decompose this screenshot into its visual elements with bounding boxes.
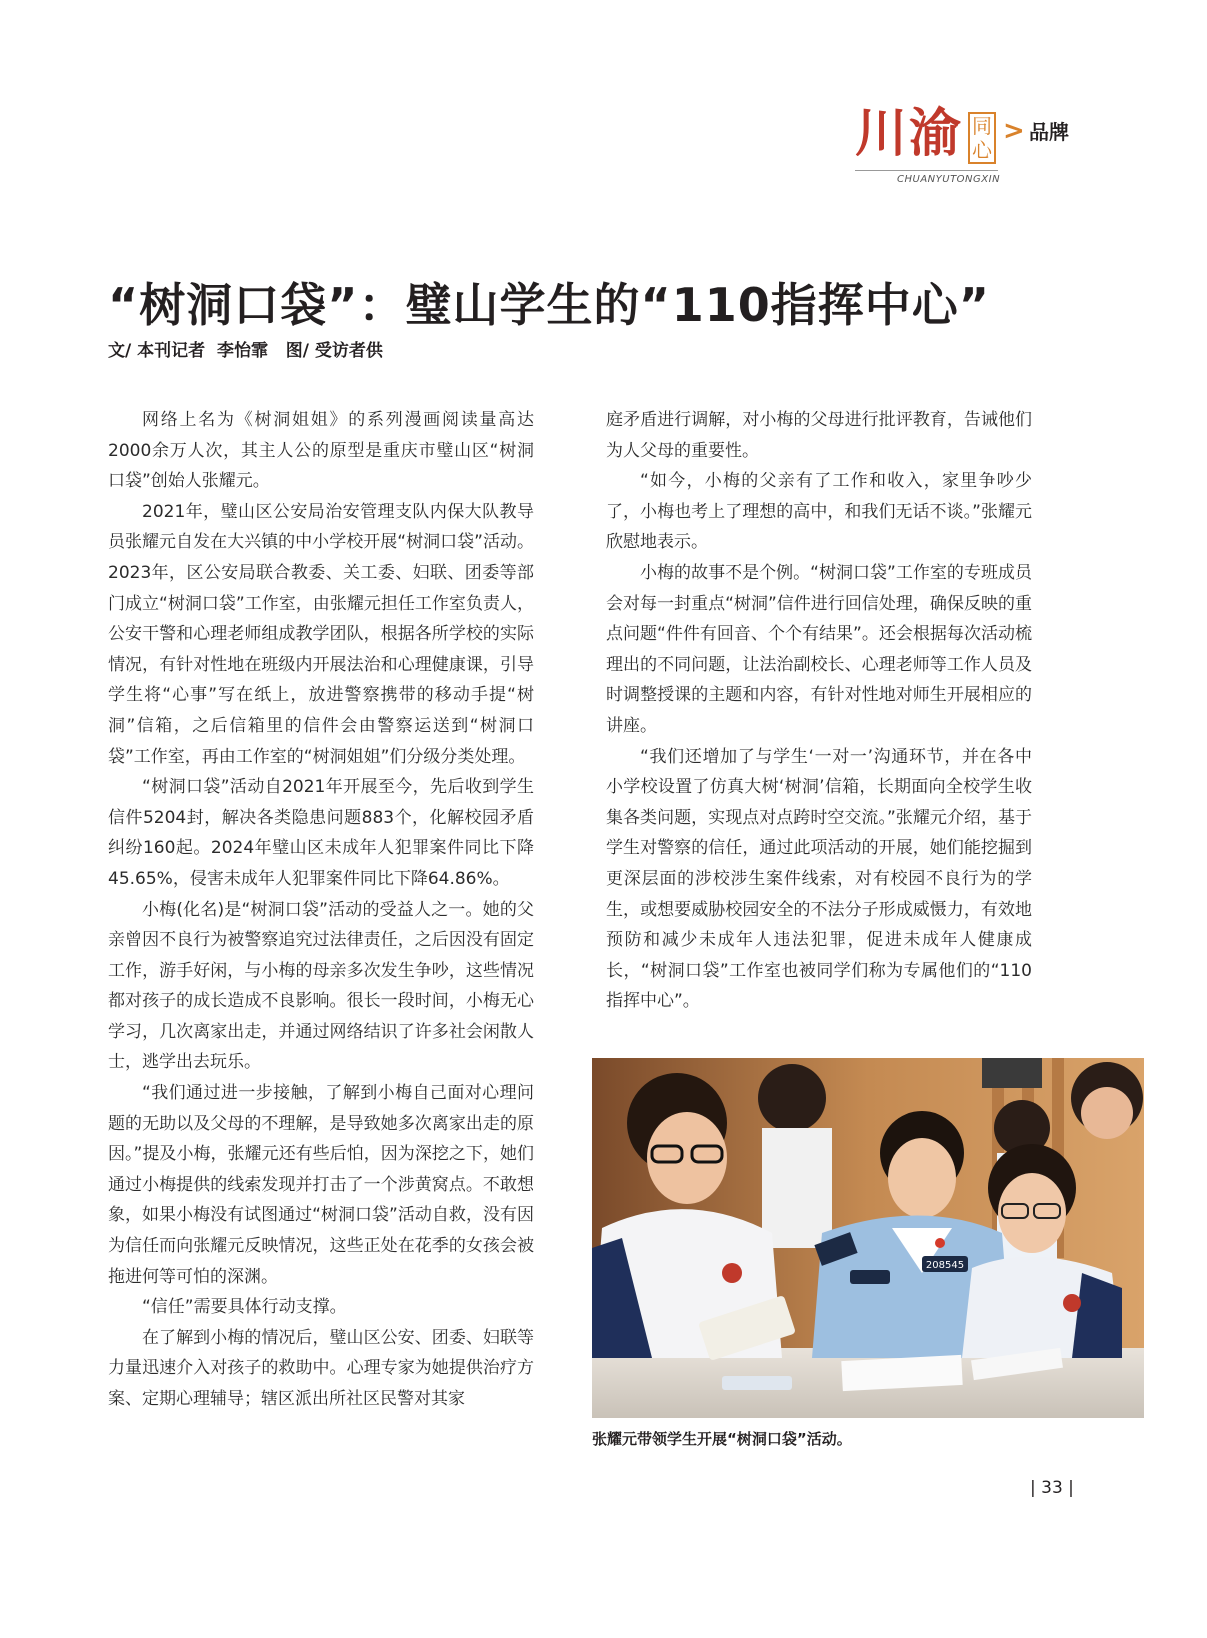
right-column	[606, 405, 1032, 1017]
article-title: “树洞口袋”：璧山学生的“110指挥中心”	[108, 278, 990, 332]
left-column	[108, 405, 534, 1415]
paragraph: “如今，小梅的父亲有了工作和收入，家里争吵少了，小梅也考上了理想的高中，和我们无话不谈。”张耀元欣慰地表示。	[606, 471, 1032, 553]
paragraph-continued: 庭矛盾进行调解，对小梅的父母进行批评教育，告诫他们为人父母的重要性。	[606, 410, 1032, 461]
paragraph: “我们通过进一步接触，了解到小梅自己面对心理问题的无助以及父母的不理解，是导致她多次离家出走的原因。”提及小梅，张耀元还有些后怕，因为深挖之下，她们通过小梅提供的线索发现并打击了一个涉黄窝点。不敢想象，如果小梅没有试图通过“树洞口袋”活动自救，没有因为信任而向张耀元反映情况，这些正处在花季的女孩会被拖进何等可怕的深渊。	[108, 1083, 534, 1287]
article-byline: 文/ 本刊记者 李怡霏 图/ 受访者供	[108, 341, 383, 361]
paragraph: 小梅的故事不是个例。“树洞口袋”工作室的专班成员会对每一封重点“树洞”信件进行回信处理，确保反映的重点问题“件件有回音、个个有结果”。还会根据每次活动梳理出的不同问题，让法治副校长、心理老师等工作人员及时调整授课的主题和内容，有针对性地对师生开展相应的讲座。	[606, 562, 1032, 736]
section-label: 品牌	[1029, 120, 1069, 144]
brand-logo-text: 川渝	[855, 103, 964, 164]
brand-pinyin: CHUANYUTONGXIN	[897, 174, 1001, 185]
paragraph: “信任”需要具体行动支撑。	[142, 1297, 347, 1318]
paragraph: 2021年，璧山区公安局治安管理支队内保大队教导员张耀元自发在大兴镇的中小学校开展“树洞口袋”活动。2023年，区公安局联合教委、关工委、妇联、团委等部门成立“树洞口袋”工作室，由张耀元担任工作室负责人，公安干警和心理老师组成教学团队，根据各所学校的实际情况，有针对性地在班级内开展法治和心理健康课，引导学生将“心事”写在纸上，放进警察携带的移动手提“树洞”信箱，之后信箱里的信件会由警察运送到“树洞口袋”工作室，再由工作室的“树洞姐姐”们分级分类处理。	[108, 501, 534, 767]
paragraph: 在了解到小梅的情况后，璧山区公安、团委、妇联等力量迅速介入对孩子的救助中。心理专家为她提供治疗方案、定期心理辅导；辖区派出所社区民警对其家	[108, 1327, 534, 1409]
page-number: | 33 |	[1030, 1478, 1074, 1498]
chevron-right-icon: >	[1003, 116, 1025, 146]
paragraph: “树洞口袋”活动自2021年开展至今，先后收到学生信件5204封，解决各类隐患问题883个，化解校园矛盾纠纷160起。2024年璧山区未成年人犯罪案件同比下降45.65%，侵害未成年人犯罪案件同比下降64.86%。	[108, 777, 534, 889]
paragraph: 网络上名为《树洞姐姐》的系列漫画阅读量高达2000余万人次，其主人公的原型是重庆市璧山区“树洞口袋”创始人张耀元。	[108, 410, 534, 492]
photo-illustration	[592, 1058, 1144, 1418]
photo-caption: 张耀元带领学生开展“树洞口袋”活动。	[592, 1430, 852, 1448]
badge-number: 208545	[925, 1260, 965, 1271]
masthead-divider	[855, 170, 998, 171]
magazine-masthead	[855, 104, 1085, 194]
paragraph: “我们还增加了与学生‘一对一’沟通环节，并在各中小学校设置了仿真大树‘树洞’信箱，长期面向全校学生收集各类问题，实现点对点跨时空交流。”张耀元介绍，基于学生对警察的信任，通过此项活动的开展，她们能挖掘到更深层面的涉校涉生案件线索，对有校园不良行为的学生，或想要威胁校园安全的不法分子形成威慑力，有效地预防和减少未成年人违法犯罪，促进未成年人健康成长，“树洞口袋”工作室也被同学们称为专属他们的“110指挥中心”。	[606, 746, 1032, 1012]
paragraph: 小梅(化名)是“树洞口袋”活动的受益人之一。她的父亲曾因不良行为被警察追究过法律责任，之后因没有固定工作，游手好闲，与小梅的母亲多次发生争吵，这些情况都对孩子的成长造成不良影响。很长一段时间，小梅无心学习，几次离家出走，并通过网络结识了许多社会闲散人士，逃学出去玩乐。	[108, 899, 534, 1073]
article-photo	[592, 1058, 1144, 1418]
brand-logo-box: 同心	[968, 112, 996, 164]
